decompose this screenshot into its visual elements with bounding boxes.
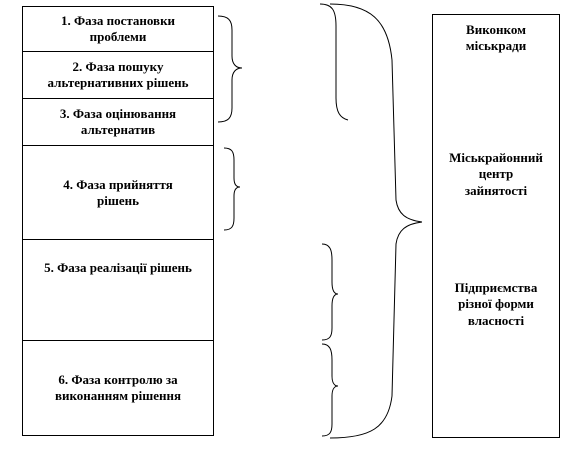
actor-label-1: Виконком міськради bbox=[465, 22, 527, 54]
actor-label-2: Міськрайонний центр зайнятості bbox=[449, 150, 543, 198]
brace-phase-5 bbox=[322, 244, 338, 340]
phase-label-6: 6. Фаза контролю за виконанням рішення bbox=[54, 372, 182, 403]
brace-phase-6 bbox=[322, 344, 338, 436]
actor-label-3: Підприємства різної форми власності bbox=[454, 280, 538, 328]
brace-phase-4 bbox=[224, 148, 240, 230]
phase-label-2: 2. Фаза пошуку альтернативних рішень bbox=[47, 59, 189, 90]
brace-outer-upper bbox=[330, 4, 422, 222]
brace-large-left bbox=[320, 4, 348, 120]
brace-outer-lower bbox=[330, 222, 422, 438]
phase-label-4: 4. Фаза прийняття рішень bbox=[63, 176, 173, 208]
brace-phases-1-3 bbox=[218, 16, 242, 122]
actors-box bbox=[432, 14, 560, 438]
phase-label-1: 1. Фаза постановки проблеми bbox=[60, 13, 176, 44]
phase-label-3: 3. Фаза оцінювання альтернатив bbox=[59, 106, 177, 137]
phase-label-5: 5. Фаза реалізації рішень bbox=[44, 260, 192, 275]
